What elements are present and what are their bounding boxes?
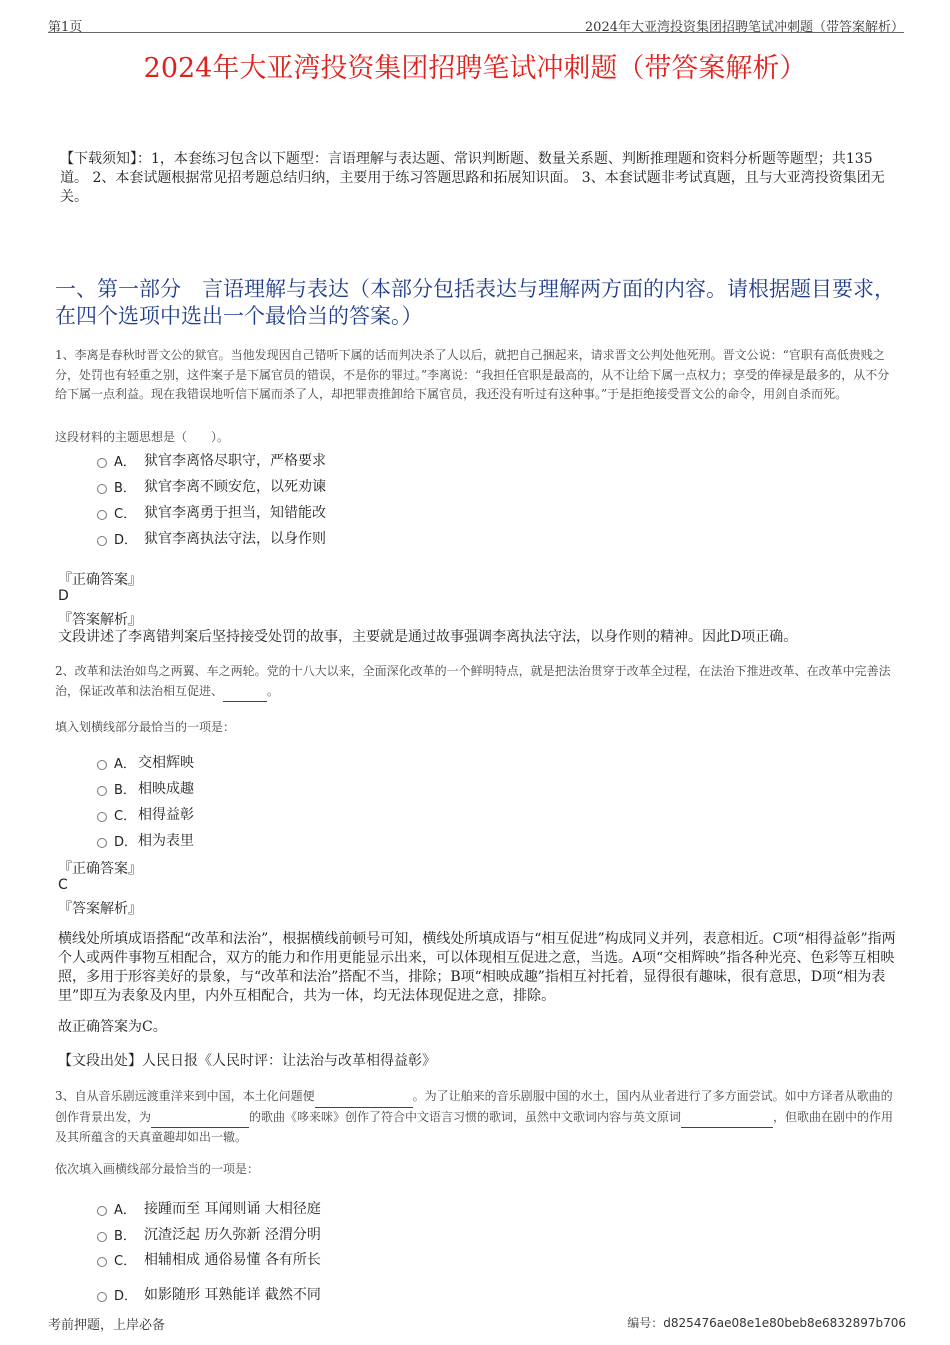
question-2-prompt: 填入划横线部分最恰当的一项是： bbox=[55, 720, 236, 734]
radio-icon[interactable] bbox=[97, 838, 107, 848]
question-1-answer-label: 『正确答案』 bbox=[58, 572, 142, 588]
question-3-option-d[interactable]: D． 如影随形 耳熟能详 截然不同 bbox=[97, 1284, 321, 1304]
question-3-option-b[interactable]: B． 沉渣泛起 历久弥新 泾渭分明 bbox=[97, 1224, 321, 1244]
question-3-option-a[interactable]: A． 接踵而至 耳闻则诵 大相径庭 bbox=[97, 1198, 321, 1218]
radio-icon[interactable] bbox=[97, 786, 107, 796]
footer-code: 编号：d825476ae08e1e80beb8e6832897b706 bbox=[627, 1316, 906, 1330]
answer-blank bbox=[681, 1108, 773, 1129]
radio-icon[interactable] bbox=[97, 484, 107, 494]
question-2-stem: 2、改革和法治如鸟之两翼、车之两轮。党的十八大以来，全面深化改革的一个鲜明特点，就是把法治贯穿于改革全过程，在法治下推进改革、在改革中完善法治，保证改革和法治相互促进、 。 bbox=[55, 662, 895, 702]
answer-blank bbox=[151, 1108, 249, 1129]
question-2-option-b[interactable]: B． 相映成趣 bbox=[97, 778, 194, 798]
question-1-analysis-label: 『答案解析』 bbox=[58, 612, 142, 628]
footer-slogan: 考前押题，上岸必备 bbox=[48, 1318, 166, 1333]
question-1-option-b[interactable]: B． 狱官李离不顾安危，以死劝谏 bbox=[97, 476, 326, 496]
question-1-option-c[interactable]: C． 狱官李离勇于担当，知错能改 bbox=[97, 502, 326, 522]
question-1-option-d[interactable]: D． 狱官李离执法守法，以身作则 bbox=[97, 528, 326, 548]
question-2-option-a[interactable]: A． 交相辉映 bbox=[97, 752, 194, 772]
question-2-option-c[interactable]: C． 相得益彰 bbox=[97, 804, 194, 824]
radio-icon[interactable] bbox=[97, 1257, 107, 1267]
answer-blank bbox=[223, 682, 267, 703]
question-1-analysis: 文段讲述了李离错判案后坚持接受处罚的故事，主要就是通过故事强调李离执法守法，以身作则的精神。因此D项正确。 bbox=[58, 629, 798, 645]
question-2-analysis-label: 『答案解析』 bbox=[58, 901, 142, 917]
radio-icon[interactable] bbox=[97, 458, 107, 468]
question-2-answer-label: 『正确答案』 bbox=[58, 861, 142, 877]
radio-icon[interactable] bbox=[97, 1232, 107, 1242]
section-heading: 一、第一部分 言语理解与表达（本部分包括表达与理解两方面的内容。请根据题目要求，在四个选项中选出一个最恰当的答案。） bbox=[55, 277, 895, 328]
question-1-stem: 1、李离是春秋时晋文公的狱官。当他发现因自己错听下属的话而判决杀了人以后，就把自己捆起来，请求晋文公判处他死刑。晋文公说：“官职有高低贵贱之分，处罚也有轻重之别，这件案子是下属官员的错误，不是你的罪过。”李离说：“我担任官职是最高的，从不让给下属一点权力；享受的俸禄是最多的，从不分给下属一点利益。现在我错误地听信下属而杀了人，却把罪责推卸给下属官员，我还没有听过有这种事。”于是拒绝接受晋文公的命令，用剑自杀而死。 bbox=[55, 348, 890, 401]
answer-blank bbox=[315, 1087, 413, 1108]
radio-icon[interactable] bbox=[97, 760, 107, 770]
radio-icon[interactable] bbox=[97, 510, 107, 520]
radio-icon[interactable] bbox=[97, 1292, 107, 1302]
question-3-prompt: 依次填入画横线部分最恰当的一项是： bbox=[55, 1162, 260, 1176]
running-header-title: 2024年大亚湾投资集团招聘笔试冲刺题（带答案解析） bbox=[584, 20, 904, 35]
page-title: 2024年大亚湾投资集团招聘笔试冲刺题（带答案解析） bbox=[143, 53, 807, 84]
header-divider bbox=[48, 32, 904, 33]
question-1-answer: D bbox=[58, 588, 69, 604]
download-notice: 【下载须知】：1，本套练习包含以下题型：言语理解与表达题、常识判断题、数量关系题、判断推理题和资料分析题等题型；共135道。 2、本套试题根据常见招考题总结归纳，主要用于练习答题思路和拓展知识面。 3、本套试题非考试真题，且与大亚湾投资集团无关。 bbox=[60, 151, 885, 205]
page-number: 第1页 bbox=[48, 20, 83, 35]
radio-icon[interactable] bbox=[97, 1206, 107, 1216]
radio-icon[interactable] bbox=[97, 536, 107, 546]
question-2-source: 【文段出处】人民日报《人民时评：让法治与改革相得益彰》 bbox=[58, 1053, 436, 1069]
question-2-conclusion: 故正确答案为C。 bbox=[58, 1019, 167, 1035]
question-1-option-a[interactable]: A． 狱官李离恪尽职守，严格要求 bbox=[97, 450, 326, 470]
radio-icon[interactable] bbox=[97, 812, 107, 822]
question-2-answer: C bbox=[58, 877, 68, 893]
question-2-analysis: 横线处所填成语搭配“改革和法治”，根据横线前顿号可知，横线处所填成语与“相互促进”构成同义并列，表意相近。C项“相得益彰”指两个人或两件事物互相配合，双方的能力和作用更能显示出来，可以体现相互促进之意，当选。A项“交相辉映”指各种光亮、色彩等互相映照，多用于形容美好的景象，与“改革和法治”搭配不当，排除；B项“相映成趣”指相互衬托着，显得很有趣味，很有意思，D项“相为表里”即互为表象及内里，内外互相配合，共为一体，均无法体现促进之意，排除。 bbox=[58, 931, 896, 1004]
question-1-prompt: 这段材料的主题思想是（ ）。 bbox=[55, 430, 230, 444]
question-3-stem: 3、自从音乐剧远渡重洋来到中国，本土化问题便 。为了让舶来的音乐剧服中国的水土，国内从业者进行了多方面尝试。如中方译者从歌曲的创作背景出发，为 的歌曲《哆来咪》创作了符合中文语言习惯的歌词，虽然中文歌词内容与英文原词 ，但歌曲在剧中的作用及其所蕴含的天真童趣却如出一辙。 bbox=[55, 1089, 894, 1144]
question-2-option-d[interactable]: D． 相为表里 bbox=[97, 830, 194, 850]
question-3-option-c[interactable]: C． 相辅相成 通俗易懂 各有所长 bbox=[97, 1249, 321, 1269]
